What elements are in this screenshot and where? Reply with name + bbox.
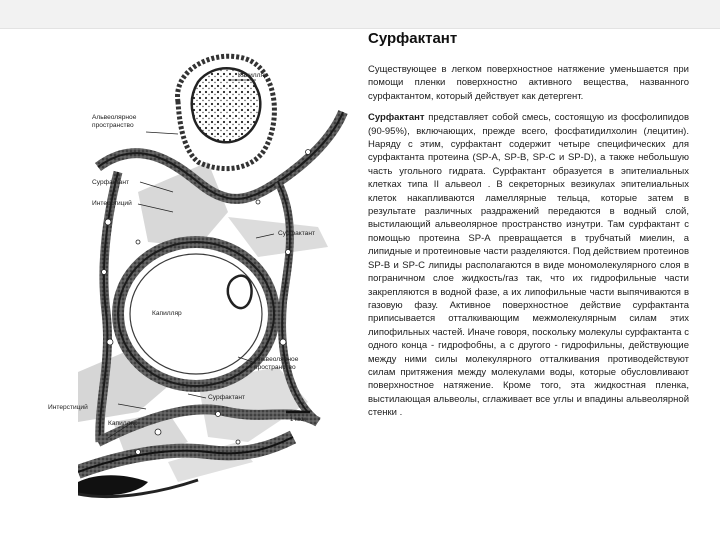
label-capillary-bottom: Капилляр <box>108 420 138 427</box>
paragraph-surfactant <box>368 111 689 419</box>
label-alveolar-space-top: Альвеолярное пространство <box>92 114 137 129</box>
paragraph-surfactant-lead: Сурфактант <box>368 112 425 124</box>
alveolus-micrograph-figure <box>48 42 348 538</box>
slide-top-bar <box>0 0 720 29</box>
label-interstitium-left: Интерстиций <box>92 200 132 207</box>
slide-title: Сурфактант <box>368 30 458 47</box>
label-surfactant-bottom: Сурфактант <box>208 394 245 401</box>
label-surfactant-left: Сурфактант <box>92 179 129 186</box>
capillary-bottom-shape <box>78 475 148 495</box>
label-alveolar-space-bottom: Альвеолярное пространство <box>254 356 299 371</box>
label-scale: 1 мкм <box>290 417 306 423</box>
label-capillary-mid: Капилляр <box>152 310 182 317</box>
paragraph-intro <box>368 63 689 103</box>
label-surfactant-right: Сурфактант <box>278 230 315 237</box>
slide-text-column <box>368 30 689 428</box>
paragraph-intro-text: Существующее в легком поверхностное натяжение уменьшается при помощи пленки поверхностно активного вещества, названного сурфактантом, который действует как детергент. <box>368 64 689 102</box>
label-interstitium-bottom: Интерстиций <box>48 404 88 411</box>
paragraph-surfactant-text: представляет собой смесь, состоящую из фосфолипидов (90-95%), включающих, прежде всего, фосфатидилхолин (лецитин). Наряду с этим, сурфактант содержит четыре специфических для сурфактанта протеина (SP-A, SP-B, SP-C и SP-D), а также небольшую часть угольного гидрата. Сурфактант образуется в эпителиальных клетках типа II альвеол . В секреторных везикулах эпителиальных клеток накапливаются ламеллярные тельца, которые затем в результате различных раздражений передаются в водный слой, выстилающий альвеолярное пространство изнутри. Там сурфактант с помощью протеина SP-A превращается в трубчатый миелин, а липидные и протеиновые части разделяются. Под действием протеинов SP-B и SP-C липиды располагаются в виде мономолекулярного слоя в пограничном слое жидкость/газ так, что их гидрофильные части закрепляются в водной фазе, а их липофильные части выпячиваются в газовую фазу. Активное поверхностное действие сурфактанта приписывается отталкивающим межмолекулярным силам этих липофильных частей. Иначе говоря, поскольку молекулы сурфактанта с одного конца - гидрофобны, а с другого - гидрофильны, действующие между ними силы молекулярного отталкивания противодействуют силам притяжения между молекулами воды, которые обусловливают поверхностное натяжение. Кроме того, эта жидкостная пленка, выстилающая альвеолы, сглаживает все углы и впадины альвеолярной стенки . <box>368 112 689 419</box>
label-capillary-top: Капилляр <box>238 72 268 79</box>
